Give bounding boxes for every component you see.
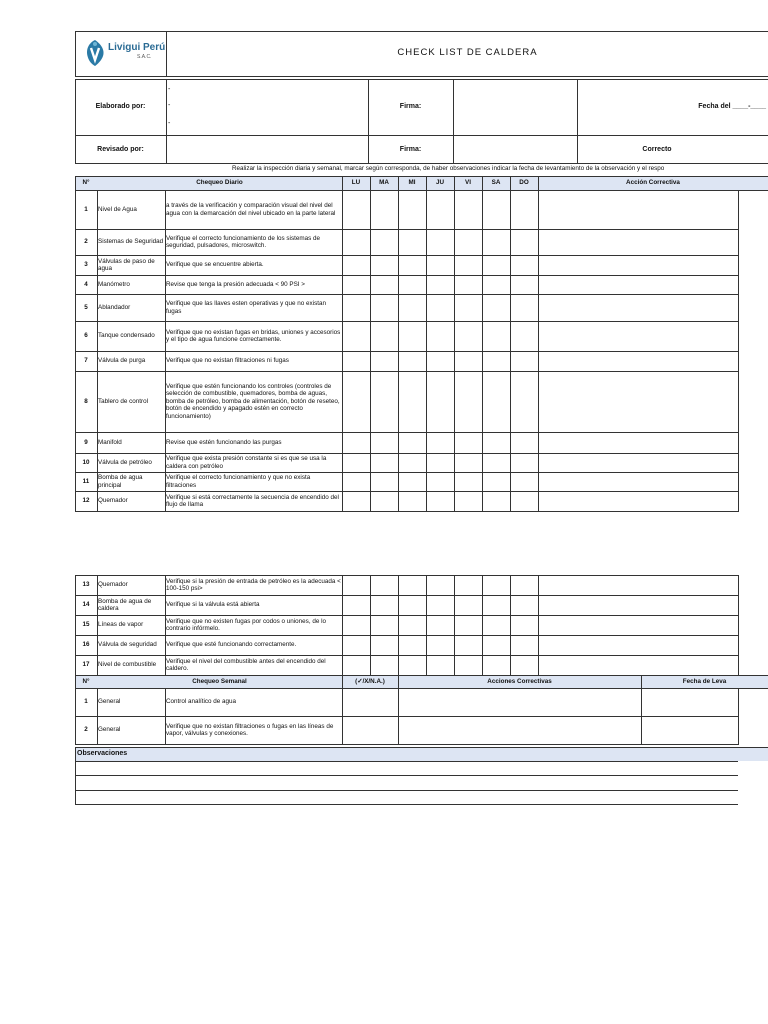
day-check-cell[interactable] — [482, 595, 511, 616]
weekly-date-cell[interactable] — [641, 688, 739, 717]
row-item: Nivel de combustible — [98, 661, 157, 669]
day-check-cell[interactable] — [426, 491, 455, 512]
day-check-cell[interactable] — [342, 432, 371, 454]
row-number: 4 — [84, 280, 88, 288]
day-check-cell[interactable] — [454, 472, 483, 492]
day-header-mi: MI — [408, 179, 416, 187]
row-description: Verifique si la válvula está abierta — [166, 601, 260, 609]
day-check-cell[interactable] — [342, 255, 371, 276]
row-number: 10 — [82, 458, 90, 466]
row-description: Verifique el nivel del combustible antes del encendido del caldero. — [166, 657, 326, 672]
row-item: Manómetro — [98, 280, 130, 288]
row-description: Verifique el correcto funcionamiento y que no exista filtraciones — [166, 474, 311, 489]
row-number: 5 — [84, 303, 88, 311]
row-number: 3 — [84, 261, 88, 269]
day-check-cell[interactable] — [370, 371, 399, 433]
weekly-action-cell[interactable] — [398, 716, 642, 745]
day-check-cell[interactable] — [398, 595, 427, 616]
weekly-col-no: N° — [82, 677, 90, 685]
row-item: Válvula de petróleo — [98, 458, 152, 466]
day-check-cell[interactable] — [398, 575, 427, 596]
day-check-cell[interactable] — [510, 453, 539, 473]
elaborado-dash-3: - — [168, 120, 171, 127]
day-check-cell[interactable] — [510, 595, 539, 616]
observations-lines — [75, 761, 738, 805]
row-item: Sistemas de Seguridad — [98, 238, 164, 246]
correcto-label: Correcto — [642, 145, 672, 153]
day-check-cell[interactable] — [370, 595, 399, 616]
day-check-cell[interactable] — [426, 294, 455, 322]
elaborado-label: Elaborado por: — [95, 103, 146, 110]
day-check-cell[interactable] — [482, 432, 511, 454]
day-check-cell[interactable] — [342, 655, 371, 676]
row-number: 2 — [84, 238, 88, 246]
day-check-cell[interactable] — [398, 491, 427, 512]
day-check-cell[interactable] — [426, 575, 455, 596]
day-header-lu: LU — [351, 179, 361, 187]
day-check-cell[interactable] — [342, 635, 371, 656]
firma-label-2: Firma: — [399, 145, 422, 153]
logo-subtitle: S.A.C. — [137, 54, 152, 60]
day-check-cell[interactable] — [398, 294, 427, 322]
company-logo — [81, 36, 167, 72]
day-check-cell[interactable] — [370, 229, 399, 256]
row-item: Ablandador — [98, 303, 131, 311]
day-check-cell[interactable] — [398, 255, 427, 276]
day-check-cell[interactable] — [482, 229, 511, 256]
row-description: Verifique que no existan fugas en bridas, uniones y accesorios y el tipo de agua funcione correctamente. — [166, 328, 341, 343]
row-description: Verifique que se encuentre abierta. — [166, 261, 264, 269]
row-item: Quemador — [98, 581, 128, 589]
row-item: Válvulas de paso de agua — [98, 257, 155, 272]
day-check-cell[interactable] — [510, 351, 539, 372]
day-check-cell[interactable] — [482, 351, 511, 372]
day-check-cell[interactable] — [510, 190, 539, 230]
row-description: Revise que estén funcionando las purgas — [166, 438, 282, 446]
action-cell[interactable] — [538, 472, 739, 492]
day-check-cell[interactable] — [342, 595, 371, 616]
action-cell[interactable] — [538, 294, 739, 322]
row-description: Verifique que exista presión constante si es que se usa la caldera con petróleo — [166, 455, 327, 470]
day-check-cell[interactable] — [398, 655, 427, 676]
day-check-cell[interactable] — [482, 321, 511, 352]
day-check-cell[interactable] — [342, 491, 371, 512]
day-check-cell[interactable] — [398, 190, 427, 230]
action-cell[interactable] — [538, 351, 739, 372]
action-cell[interactable] — [538, 321, 739, 352]
day-check-cell[interactable] — [398, 229, 427, 256]
day-check-cell[interactable] — [454, 595, 483, 616]
row-number: 7 — [84, 357, 88, 365]
day-check-cell[interactable] — [426, 255, 455, 276]
col-header-daily: Chequeo Diario — [196, 179, 243, 187]
day-check-cell[interactable] — [426, 190, 455, 230]
day-check-cell[interactable] — [454, 294, 483, 322]
day-check-cell[interactable] — [426, 595, 455, 616]
day-check-cell[interactable] — [342, 351, 371, 372]
action-cell[interactable] — [538, 371, 739, 433]
page-title: CHECK LIST DE CALDERA — [397, 46, 538, 58]
day-check-cell[interactable] — [370, 275, 399, 295]
day-check-cell[interactable] — [454, 190, 483, 230]
action-cell[interactable] — [538, 491, 739, 512]
day-check-cell[interactable] — [510, 371, 539, 433]
action-cell[interactable] — [538, 635, 739, 656]
action-cell[interactable] — [538, 255, 739, 276]
day-check-cell[interactable] — [398, 472, 427, 492]
day-check-cell[interactable] — [454, 615, 483, 636]
day-header-ju: JU — [435, 179, 445, 187]
day-check-cell[interactable] — [370, 655, 399, 676]
day-check-cell[interactable] — [510, 229, 539, 256]
day-check-cell[interactable] — [370, 575, 399, 596]
day-check-cell[interactable] — [370, 453, 399, 473]
day-check-cell[interactable] — [482, 453, 511, 473]
action-cell[interactable] — [538, 615, 739, 636]
day-check-cell[interactable] — [342, 615, 371, 636]
day-check-cell[interactable] — [426, 229, 455, 256]
row-description: Revise que tenga la presión adecuada < 90 PSI > — [166, 280, 305, 288]
row-description: Verifique que no existan filtraciones o fugas en las líneas de vapor, válvulas y conexiones. — [166, 722, 334, 737]
day-check-cell[interactable] — [454, 635, 483, 656]
row-number: 11 — [82, 477, 90, 485]
observations-header — [75, 747, 768, 761]
logo-icon — [83, 38, 107, 68]
day-check-cell[interactable] — [454, 275, 483, 295]
row-number: 12 — [82, 497, 90, 505]
day-check-cell[interactable] — [370, 190, 399, 230]
weekly-col-check: (✓/X/N.A.) — [355, 677, 385, 685]
observations-label: Observaciones — [77, 750, 128, 757]
row-description: Verifique que no existen fugas por codos o uniones, de lo contrario infórmelo. — [166, 617, 326, 632]
row-number: 17 — [82, 661, 90, 669]
day-check-cell[interactable] — [426, 432, 455, 454]
day-check-cell[interactable] — [510, 275, 539, 295]
weekly-check-cell[interactable] — [342, 688, 399, 717]
day-check-cell[interactable] — [370, 294, 399, 322]
day-check-cell[interactable] — [426, 655, 455, 676]
day-check-cell[interactable] — [342, 575, 371, 596]
row-item: Válvula de seguridad — [98, 641, 157, 649]
day-check-cell[interactable] — [510, 294, 539, 322]
day-check-cell[interactable] — [398, 453, 427, 473]
day-check-cell[interactable] — [342, 275, 371, 295]
day-check-cell[interactable] — [454, 453, 483, 473]
weekly-col-action: Acciones Correctivas — [487, 677, 552, 685]
day-check-cell[interactable] — [398, 635, 427, 656]
day-check-cell[interactable] — [426, 275, 455, 295]
day-check-cell[interactable] — [510, 491, 539, 512]
row-item: Válvula de purga — [98, 357, 146, 365]
day-check-cell[interactable] — [426, 453, 455, 473]
day-check-cell[interactable] — [342, 190, 371, 230]
row-description: Verifique que estén funcionando los controles (controles de selección de combustible, quemadores, bomba de aguas, bomba de petróleo, bomba de alimentación, botón de reseteo, botón de encendido y apagado estén en correcto funcionamiento) — [166, 382, 340, 420]
row-description: Verifique que no existan filtraciones ni fugas — [166, 357, 289, 365]
row-description: Control analítico de agua — [166, 698, 237, 706]
day-check-cell[interactable] — [454, 229, 483, 256]
day-check-cell[interactable] — [370, 472, 399, 492]
day-check-cell[interactable] — [482, 190, 511, 230]
day-check-cell[interactable] — [454, 351, 483, 372]
weekly-action-cell[interactable] — [398, 688, 642, 717]
day-check-cell[interactable] — [370, 321, 399, 352]
row-item: Bomba de agua principal — [98, 474, 143, 489]
day-check-cell[interactable] — [398, 432, 427, 454]
firma-label-1: Firma: — [399, 103, 422, 110]
day-check-cell[interactable] — [510, 615, 539, 636]
row-item: General — [98, 726, 121, 734]
day-header-ma: MA — [379, 179, 389, 187]
row-description: Verifique que las llaves esten operativas y que no existan fugas — [166, 300, 326, 315]
action-cell[interactable] — [538, 190, 739, 230]
day-check-cell[interactable] — [426, 371, 455, 433]
day-check-cell[interactable] — [482, 255, 511, 276]
row-item: Quemador — [98, 497, 128, 505]
day-check-cell[interactable] — [370, 351, 399, 372]
row-item: Nivel de Agua — [98, 205, 137, 213]
day-check-cell[interactable] — [342, 371, 371, 433]
row-description: Verifique el correcto funcionamiento de los sistemas de seguridad, pulsadores, microswitch. — [166, 234, 321, 249]
day-check-cell[interactable] — [398, 321, 427, 352]
day-check-cell[interactable] — [454, 491, 483, 512]
day-header-do: DO — [519, 179, 529, 187]
day-check-cell[interactable] — [370, 491, 399, 512]
day-check-cell[interactable] — [510, 635, 539, 656]
instructions-text: Realizar la inspección diaria y semanal, marcar según corresponda, de haber observaciones indicar la fecha de levantamiento de la observación y el respo — [232, 165, 665, 172]
col-header-action: Acción Correctiva — [626, 179, 680, 187]
action-cell[interactable] — [538, 432, 739, 454]
day-check-cell[interactable] — [398, 371, 427, 433]
day-check-cell[interactable] — [454, 255, 483, 276]
elaborado-dash-2: - — [168, 102, 171, 109]
row-item: Manifold — [98, 438, 122, 446]
day-check-cell[interactable] — [426, 321, 455, 352]
row-item: Tablero de control — [98, 397, 149, 405]
day-check-cell[interactable] — [398, 351, 427, 372]
row-number: 1 — [84, 698, 88, 706]
row-number: 16 — [82, 641, 90, 649]
action-cell[interactable] — [538, 575, 739, 596]
row-number: 13 — [82, 581, 90, 589]
action-cell[interactable] — [538, 275, 739, 295]
action-cell[interactable] — [538, 229, 739, 256]
row-number: 6 — [84, 332, 88, 340]
row-number: 8 — [84, 397, 88, 405]
day-check-cell[interactable] — [482, 655, 511, 676]
row-item: General — [98, 698, 121, 706]
weekly-col-title: Chequeo Semanal — [192, 677, 247, 685]
day-check-cell[interactable] — [426, 351, 455, 372]
day-check-cell[interactable] — [370, 635, 399, 656]
day-check-cell[interactable] — [342, 472, 371, 492]
day-check-cell[interactable] — [342, 294, 371, 322]
day-check-cell[interactable] — [510, 321, 539, 352]
action-cell[interactable] — [538, 453, 739, 473]
row-description: a través de la verificación y comparación visual del nivel del agua con la demarcación del nivel ubicado en la parte lateral — [166, 202, 336, 217]
logo-name: Livigui Perú — [108, 42, 166, 53]
day-check-cell[interactable] — [370, 432, 399, 454]
day-check-cell[interactable] — [342, 229, 371, 256]
action-cell[interactable] — [538, 655, 739, 676]
day-check-cell[interactable] — [482, 575, 511, 596]
day-check-cell[interactable] — [426, 472, 455, 492]
day-check-cell[interactable] — [510, 655, 539, 676]
day-check-cell[interactable] — [370, 615, 399, 636]
fecha-label: Fecha del ____-____ — [698, 103, 766, 110]
day-check-cell[interactable] — [482, 371, 511, 433]
day-header-sa: SA — [491, 179, 501, 187]
row-number: 2 — [84, 726, 88, 734]
day-check-cell[interactable] — [482, 615, 511, 636]
row-number: 14 — [82, 601, 90, 609]
day-check-cell[interactable] — [482, 635, 511, 656]
day-check-cell[interactable] — [342, 321, 371, 352]
day-check-cell[interactable] — [454, 575, 483, 596]
day-check-cell[interactable] — [426, 635, 455, 656]
elaborado-dash-1: - — [168, 86, 171, 93]
row-item: Líneas de vapor — [98, 621, 144, 629]
day-check-cell[interactable] — [482, 275, 511, 295]
weekly-date-cell[interactable] — [641, 716, 739, 745]
row-number: 15 — [82, 621, 90, 629]
day-header-vi: VI — [465, 179, 471, 187]
day-check-cell[interactable] — [510, 432, 539, 454]
row-number: 9 — [84, 438, 88, 446]
day-check-cell[interactable] — [454, 432, 483, 454]
col-header-no: N° — [82, 179, 90, 187]
day-check-cell[interactable] — [342, 453, 371, 473]
day-check-cell[interactable] — [510, 255, 539, 276]
day-check-cell[interactable] — [398, 615, 427, 636]
row-item: Tanque condensado — [98, 332, 155, 340]
row-description: Verifique si está correctamente la secuencia de encendido del flujo de llama — [166, 493, 339, 508]
row-item: Bomba de agua de caldera — [98, 597, 152, 612]
day-check-cell[interactable] — [454, 655, 483, 676]
day-check-cell[interactable] — [398, 275, 427, 295]
day-check-cell[interactable] — [510, 472, 539, 492]
day-check-cell[interactable] — [426, 615, 455, 636]
row-description: Verifique si la presión de entrada de petróleo es la adecuada < 100-150 psi> — [166, 577, 341, 592]
day-check-cell[interactable] — [482, 491, 511, 512]
revisado-label: Revisado por: — [97, 145, 144, 153]
day-check-cell[interactable] — [454, 371, 483, 433]
day-check-cell[interactable] — [482, 294, 511, 322]
row-description: Verifique que esté funcionando correctamente. — [166, 641, 297, 649]
action-cell[interactable] — [538, 595, 739, 616]
day-check-cell[interactable] — [482, 472, 511, 492]
day-check-cell[interactable] — [510, 575, 539, 596]
weekly-check-cell[interactable] — [342, 716, 399, 745]
row-number: 1 — [84, 205, 88, 213]
weekly-col-date: Fecha de Leva — [682, 677, 727, 685]
day-check-cell[interactable] — [370, 255, 399, 276]
day-check-cell[interactable] — [454, 321, 483, 352]
